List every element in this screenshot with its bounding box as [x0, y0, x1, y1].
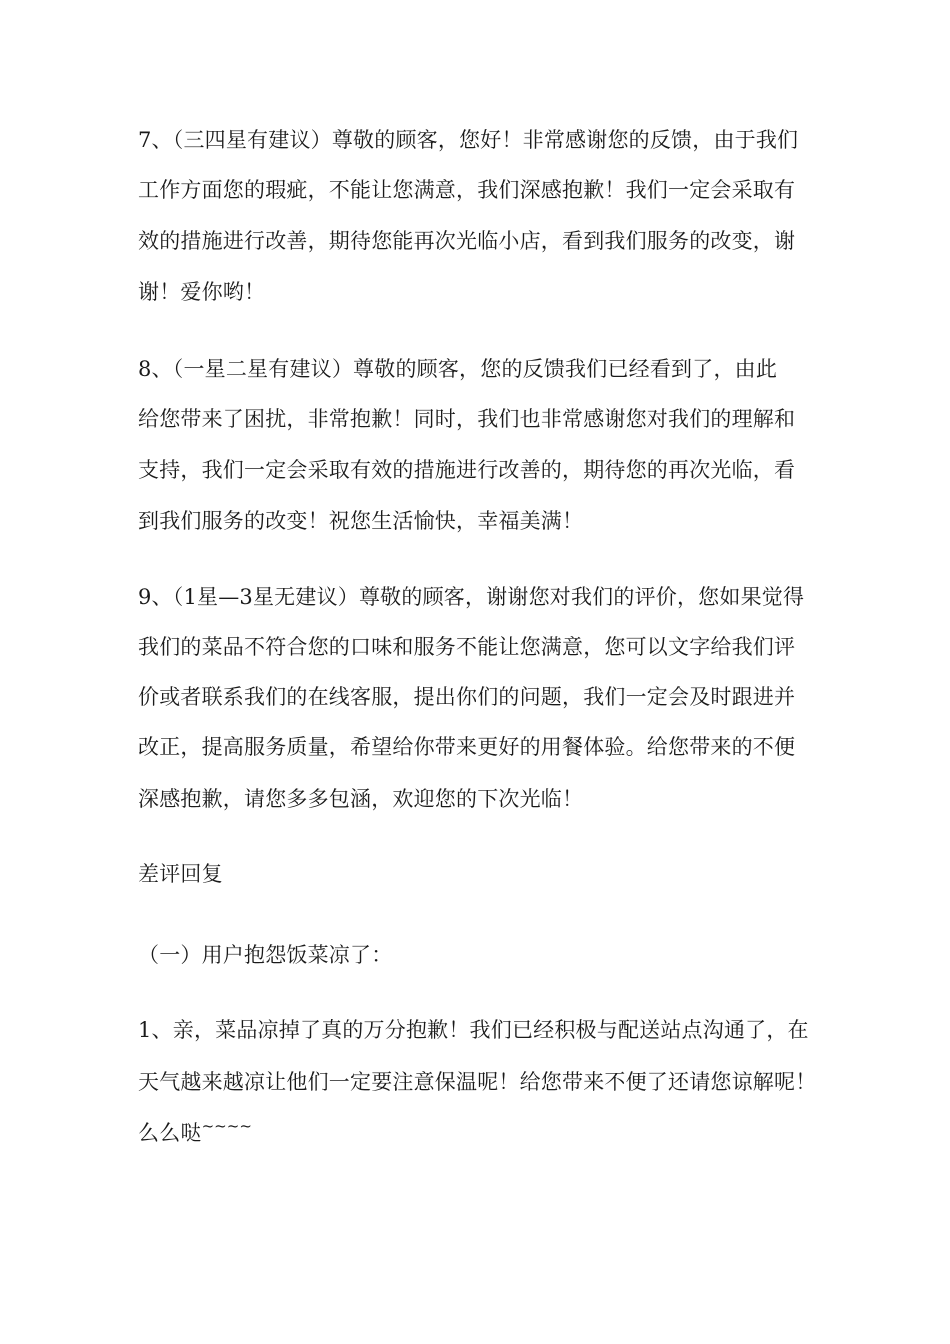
paragraph-7-line-2: 工作方面您的瑕疵，不能让您满意，我们深感抱歉！我们一定会采取有: [138, 178, 796, 202]
paragraph-9-line-4: 改正，提高服务质量，希望给你带来更好的用餐体验。给您带来的不便: [138, 735, 796, 759]
paragraph-1-line-2: 天气越来越凉让他们一定要注意保温呢！给您带来不便了还请您谅解呢！: [138, 1070, 817, 1094]
paragraph-7-line-4: 谢！爱你哟！: [138, 280, 266, 304]
paragraph-1-line-3-wrapper: [138, 1119, 252, 1149]
paragraph-7-line-1: 7、（三四星有建议）尊敬的顾客，您好！非常感谢您的反馈，由于我们: [138, 128, 799, 152]
paragraph-1-line-1: 1、亲，菜品凉掉了真的万分抱歉！我们已经积极与配送站点沟通了，在: [138, 1018, 809, 1042]
paragraph-7-line-3: 效的措施进行改善，期待您能再次光临小店，看到我们服务的改变，谢: [138, 229, 796, 253]
paragraph-8-line-1: 8、（一星二星有建议）尊敬的顾客，您的反馈我们已经看到了，由此: [138, 357, 778, 381]
paragraph-9-line-3: 价或者联系我们的在线客服，提出你们的问题，我们一定会及时跟进并: [138, 685, 796, 709]
tilde-decoration: ~~~~: [201, 1117, 252, 1135]
paragraph-9-line-2: 我们的菜品不符合您的口味和服务不能让您满意，您可以文字给我们评: [138, 635, 796, 659]
section-heading: 差评回复: [138, 862, 223, 886]
paragraph-8-line-2: 给您带来了困扰，非常抱歉！同时，我们也非常感谢您对我们的理解和: [138, 407, 796, 431]
paragraph-1-line-3: 么么哒: [138, 1121, 202, 1145]
paragraph-9-line-1: 9、（1星—3星无建议）尊敬的顾客，谢谢您对我们的评价，您如果觉得: [138, 585, 805, 609]
paragraph-8-line-3: 支持，我们一定会采取有效的措施进行改善的，期待您的再次光临，看: [138, 458, 796, 482]
section-subheading: （一）用户抱怨饭菜凉了：: [138, 943, 393, 967]
paragraph-8-line-4: 到我们服务的改变！祝您生活愉快，幸福美满！: [138, 509, 584, 533]
paragraph-9-line-5: 深感抱歉，请您多多包涵，欢迎您的下次光临！: [138, 787, 584, 811]
